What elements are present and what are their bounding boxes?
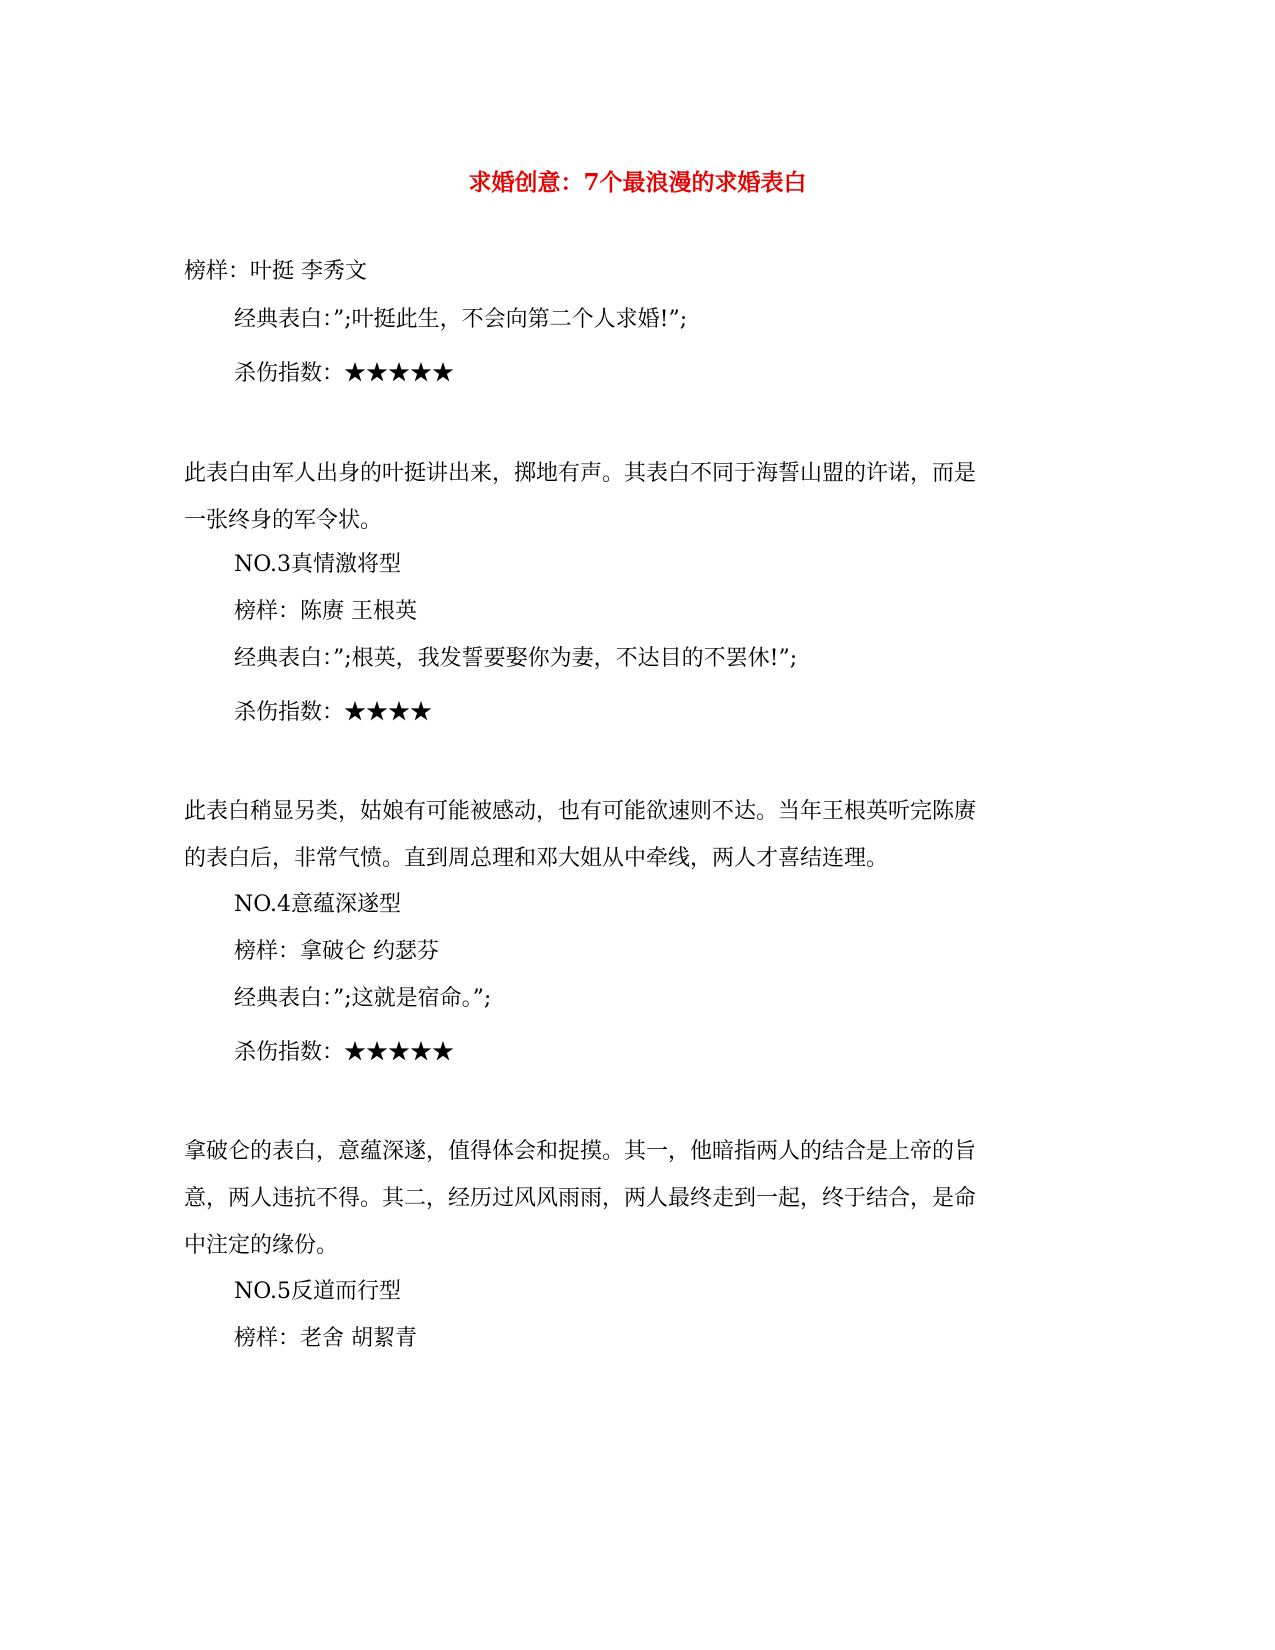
rating-stars: ★★★★★ xyxy=(344,361,455,386)
rating-label: 杀伤指数： xyxy=(234,361,345,386)
role-model-line: 榜样：拿破仑 约瑟芬 xyxy=(234,939,439,964)
role-model-line: 榜样：老舍 胡絜青 xyxy=(234,1326,417,1351)
classic-quote-line: 经典表白：”;叶挺此生，不会向第二个人求婚!”; xyxy=(234,307,688,332)
classic-quote-line: 经典表白：”;这就是宿命。”; xyxy=(234,986,492,1011)
rating-line xyxy=(234,699,432,727)
comment-paragraph-line: 中注定的缘份。 xyxy=(184,1233,339,1258)
section-heading: NO.5反道而行型 xyxy=(234,1279,401,1304)
comment-paragraph-line: 的表白后，非常气愤。直到周总理和邓大姐从中牵线，两人才喜结连理。 xyxy=(184,846,889,871)
comment-paragraph-line: 拿破仑的表白，意蕴深遂，值得体会和捉摸。其一，他暗指两人的结合是上帝的旨 xyxy=(184,1139,977,1164)
section-heading: NO.4意蕴深遂型 xyxy=(234,892,401,917)
comment-paragraph-line: 此表白稍显另类，姑娘有可能被感动，也有可能欲速则不达。当年王根英听完陈赓 xyxy=(184,799,977,824)
rating-label: 杀伤指数： xyxy=(234,1040,345,1065)
section-heading: NO.3真情激将型 xyxy=(234,552,401,577)
comment-paragraph-line: 此表白由军人出身的叶挺讲出来，掷地有声。其表白不同于海誓山盟的许诺，而是 xyxy=(184,461,977,486)
rating-stars: ★★★★ xyxy=(344,700,433,725)
rating-label: 杀伤指数： xyxy=(234,700,345,725)
rating-stars: ★★★★★ xyxy=(344,1040,455,1065)
role-model-line: 榜样：叶挺 李秀文 xyxy=(184,259,367,284)
document-title: 求婚创意：7个最浪漫的求婚表白 xyxy=(468,169,807,196)
classic-quote-line: 经典表白：”;根英，我发誓要娶你为妻，不达目的不罢休!”; xyxy=(234,646,798,671)
rating-line xyxy=(234,360,454,388)
rating-line xyxy=(234,1039,454,1067)
comment-paragraph-line: 一张终身的军令状。 xyxy=(184,508,383,533)
comment-paragraph-line: 意，两人违抗不得。其二，经历过风风雨雨，两人最终走到一起，终于结合，是命 xyxy=(184,1186,977,1211)
role-model-line: 榜样：陈赓 王根英 xyxy=(234,599,417,624)
